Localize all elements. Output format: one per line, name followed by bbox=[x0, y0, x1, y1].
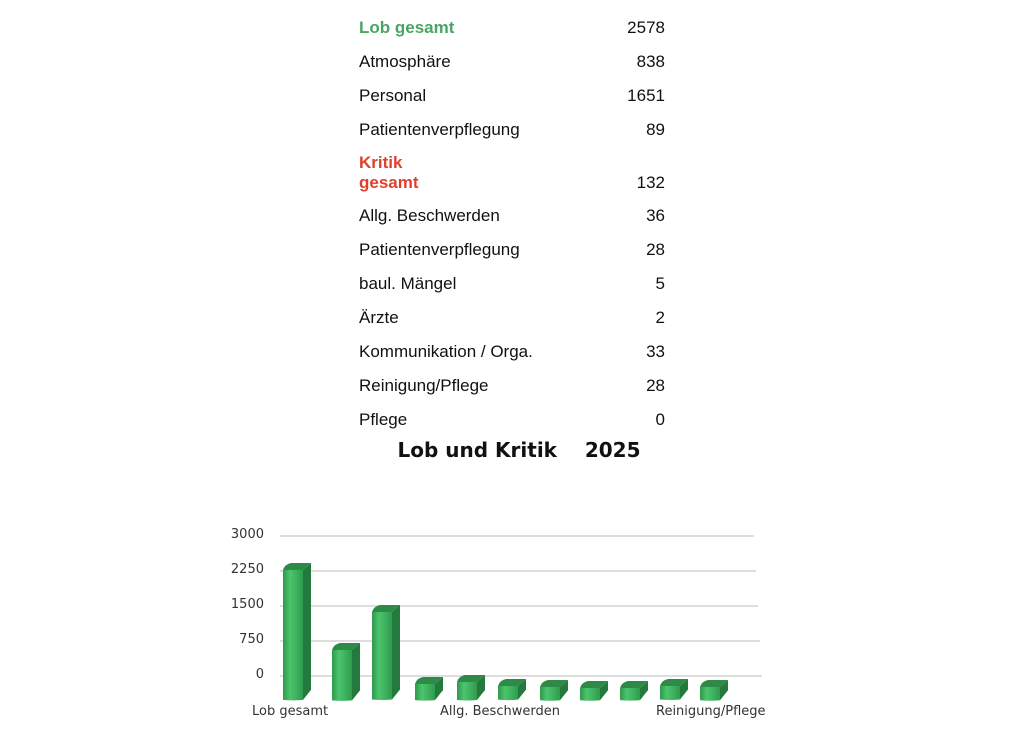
row-label: Kommunikation / Orga. bbox=[359, 342, 533, 361]
y-tick-label: 2250 bbox=[230, 562, 264, 577]
y-tick-label: 1500 bbox=[230, 597, 264, 612]
row-value: 132 bbox=[636, 173, 665, 192]
x-tick-label: Reinigung/Pflege bbox=[656, 704, 766, 719]
bar bbox=[660, 678, 690, 702]
x-tick-label: Lob gesamt bbox=[252, 704, 329, 719]
row-label: Personal bbox=[359, 86, 427, 105]
row-label: Kritik gesamt bbox=[359, 153, 419, 192]
row-label: Atmosphäre bbox=[359, 52, 451, 71]
y-tick-label: 3000 bbox=[230, 527, 264, 542]
y-tick-label: 0 bbox=[255, 667, 264, 682]
row-value: 2 bbox=[655, 308, 665, 327]
row-label: Allg. Beschwerden bbox=[359, 206, 500, 225]
row-value: 28 bbox=[646, 240, 665, 259]
bar bbox=[498, 678, 528, 702]
row-label: Patientenverpflegung bbox=[359, 240, 520, 259]
bar bbox=[372, 604, 402, 702]
gridline bbox=[280, 605, 758, 607]
bar bbox=[700, 679, 730, 702]
row-value: 2578 bbox=[627, 18, 665, 37]
row-value: 36 bbox=[646, 206, 665, 225]
bar-chart bbox=[210, 520, 780, 730]
row-label: baul. Mängel bbox=[359, 274, 457, 293]
y-tick-label: 750 bbox=[239, 632, 264, 647]
row-value: 89 bbox=[646, 120, 665, 139]
gridline bbox=[280, 570, 756, 572]
row-label: Ärzte bbox=[359, 308, 399, 327]
row-label: Lob gesamt bbox=[359, 18, 455, 37]
bar bbox=[580, 680, 610, 702]
bar bbox=[415, 676, 445, 702]
bar bbox=[457, 674, 487, 702]
bar bbox=[283, 562, 313, 702]
row-value: 28 bbox=[646, 376, 665, 395]
row-value: 0 bbox=[655, 410, 665, 429]
x-tick-label: Allg. Beschwerden bbox=[440, 704, 560, 719]
gridline bbox=[280, 535, 754, 537]
row-label: Reinigung/Pflege bbox=[359, 376, 489, 395]
row-value: 838 bbox=[636, 52, 665, 71]
row-value: 5 bbox=[655, 274, 665, 293]
row-value: 1651 bbox=[627, 86, 665, 105]
chart-title: Lob und Kritik 2025 bbox=[397, 438, 641, 462]
bar bbox=[332, 642, 362, 702]
row-value: 33 bbox=[646, 342, 665, 361]
bar bbox=[620, 680, 650, 702]
row-label: Pflege bbox=[359, 410, 408, 429]
bar bbox=[540, 679, 570, 702]
row-label: Patientenverpflegung bbox=[359, 120, 520, 139]
